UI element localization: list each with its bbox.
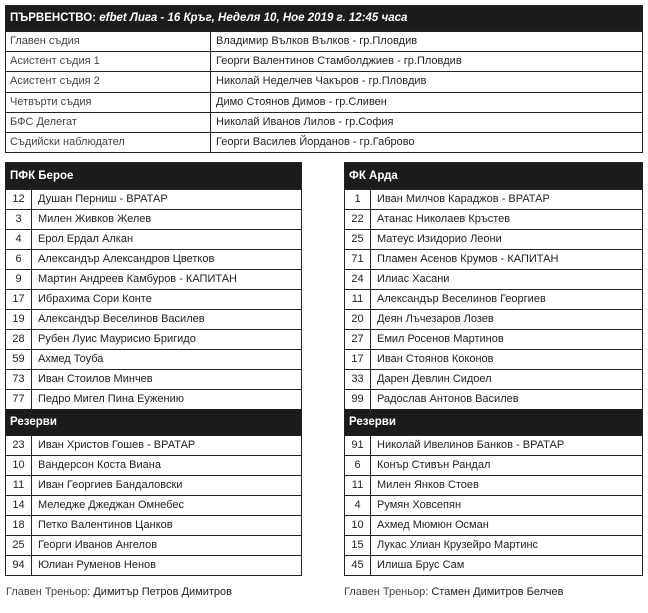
player-number: 24	[345, 270, 371, 289]
player-name: Радослав Антонов Василев	[377, 393, 519, 405]
player-number: 91	[345, 436, 371, 455]
player-name: Конър Стивън Рандал	[377, 459, 491, 471]
player-number: 6	[345, 456, 371, 475]
official-role: Асистент съдия 2	[6, 72, 211, 91]
player-row	[6, 555, 301, 575]
player-row	[6, 455, 301, 475]
player-name: Лукас Улиан Крузейро Мартинс	[377, 539, 539, 551]
official-name: Николай Неделчев Чакъров - гр.Пловдив	[216, 75, 427, 88]
player-name: Атанас Николаев Кръстев	[377, 213, 511, 225]
player-row	[6, 269, 301, 289]
player-number: 15	[345, 536, 371, 555]
player-number: 23	[6, 436, 32, 455]
player-name: Дарен Девлин Сидоел	[377, 373, 492, 385]
player-name: Иван Георгиев Бандаловски	[38, 479, 183, 491]
player-number: 17	[345, 350, 371, 369]
player-number: 27	[345, 330, 371, 349]
player-number: 77	[6, 390, 32, 409]
player-number: 11	[6, 476, 32, 495]
player-name: Рубен Луис Маурисио Бригидо	[38, 333, 196, 345]
player-number: 3	[6, 210, 32, 229]
match-header-prefix: ПЪРВЕНСТВО:	[10, 12, 97, 24]
official-row	[6, 31, 642, 51]
player-row	[345, 209, 642, 229]
player-name: Иван Христов Гошев - ВРАТАР	[38, 439, 196, 451]
player-name: Юлиан Руменов Ненов	[38, 559, 157, 571]
player-row	[345, 189, 642, 209]
player-row	[6, 369, 301, 389]
player-name: Меледже Джеджан Омнебес	[38, 499, 184, 511]
player-name: Николай Ивелинов Банков - ВРАТАР	[377, 439, 565, 451]
match-header	[6, 6, 642, 31]
player-row	[345, 495, 642, 515]
player-row	[345, 369, 642, 389]
player-number: 12	[6, 190, 32, 209]
official-row	[6, 112, 642, 132]
player-row	[345, 349, 642, 369]
player-number: 11	[345, 290, 371, 309]
player-row	[6, 289, 301, 309]
player-row	[345, 475, 642, 495]
player-name: Александър Веселинов Василев	[38, 313, 205, 325]
official-name: Николай Иванов Лилов - гр.София	[216, 115, 394, 128]
player-number: 28	[6, 330, 32, 349]
player-name: Деян Лъчезаров Лозев	[377, 313, 494, 325]
player-row	[6, 515, 301, 535]
player-number: 14	[6, 496, 32, 515]
player-name: Александър Веселинов Георгиев	[377, 293, 546, 305]
player-number: 22	[345, 210, 371, 229]
official-role: Съдийски наблюдател	[6, 133, 211, 152]
player-row	[345, 389, 642, 409]
away-coach-name: Стамен Димитров Белчев	[431, 586, 564, 598]
player-row	[6, 349, 301, 369]
home-team-lineup	[5, 162, 302, 576]
officials-table	[5, 5, 643, 153]
player-number: 19	[6, 310, 32, 329]
player-row	[6, 229, 301, 249]
player-row	[6, 495, 301, 515]
player-row	[345, 249, 642, 269]
home-subs-header: Резерви	[6, 409, 301, 435]
player-name: Илиша Брус Сам	[377, 559, 465, 571]
player-row	[6, 209, 301, 229]
player-name: Иван Стоилов Минчев	[38, 373, 153, 385]
player-number: 9	[6, 270, 32, 289]
match-header-rest: efbet Лига - 16 Кръг, Неделя 10, Ное 2019 г. 12:45 часа	[96, 12, 408, 24]
player-row	[6, 475, 301, 495]
official-name: Георги Василев Йорданов - гр.Габрово	[216, 135, 415, 148]
player-row	[345, 435, 642, 455]
player-number: 25	[6, 536, 32, 555]
player-name: Емил Росенов Мартинов	[377, 333, 504, 345]
player-row	[345, 289, 642, 309]
official-name: Димо Стоянов Димов - гр.Сливен	[216, 95, 387, 108]
player-name: Георги Иванов Ангелов	[38, 539, 158, 551]
player-name: Пламен Асенов Крумов - КАПИТАН	[377, 253, 559, 265]
official-row	[6, 51, 642, 71]
player-name: Милен Янков Стоев	[377, 479, 479, 491]
official-row	[6, 132, 642, 152]
player-name: Душан Перниш - ВРАТАР	[38, 193, 168, 205]
player-row	[345, 455, 642, 475]
player-name: Ибрахима Сори Конте	[38, 293, 152, 305]
home-coach-name: Димитър Петров Димитров	[93, 586, 232, 598]
player-number: 73	[6, 370, 32, 389]
player-number: 10	[345, 516, 371, 535]
player-row	[345, 329, 642, 349]
official-role: Четвърти съдия	[6, 93, 211, 112]
player-row	[6, 249, 301, 269]
away-subs-header: Резерви	[345, 409, 642, 435]
official-name: Георги Валентинов Стамболджиев - гр.Пловдив	[216, 55, 462, 68]
player-row	[6, 435, 301, 455]
player-number: 33	[345, 370, 371, 389]
player-number: 18	[6, 516, 32, 535]
player-number: 45	[345, 556, 371, 575]
player-number: 94	[6, 556, 32, 575]
away-team-lineup	[344, 162, 643, 576]
player-row	[6, 189, 301, 209]
player-row	[6, 329, 301, 349]
player-name: Ерол Ердал Алкан	[38, 233, 134, 245]
player-row	[6, 535, 301, 555]
away-coach-label: Главен Треньор:	[344, 586, 429, 598]
player-number: 20	[345, 310, 371, 329]
player-number: 25	[345, 230, 371, 249]
official-name: Владимир Вълков Вълков - гр.Пловдив	[216, 35, 418, 47]
official-role: Асистент съдия 1	[6, 52, 211, 71]
player-row	[345, 309, 642, 329]
official-row	[6, 71, 642, 91]
player-name: Ахмед Тоуба	[38, 353, 104, 365]
player-number: 17	[6, 290, 32, 309]
player-row	[345, 229, 642, 249]
player-row	[345, 269, 642, 289]
official-role: БФС Делегат	[6, 113, 211, 132]
home-coach	[6, 586, 232, 598]
player-name: Педро Мигел Пина Еужению	[38, 393, 185, 405]
away-coach	[344, 586, 563, 598]
player-name: Иван Стоянов Коконов	[377, 353, 494, 365]
player-name: Милен Живков Желев	[38, 213, 152, 225]
player-name: Вандерсон Коста Виана	[38, 459, 161, 471]
player-row	[6, 309, 301, 329]
player-name: Иван Милчов Караджов - ВРАТАР	[377, 193, 550, 205]
player-name: Мартин Андреев Камбуров - КАПИТАН	[38, 273, 237, 285]
player-name: Румян Ховсепян	[377, 499, 462, 511]
away-team-name: ФК Арда	[345, 163, 642, 189]
player-row	[345, 515, 642, 535]
player-name: Александър Александров Цветков	[38, 253, 215, 265]
player-number: 59	[6, 350, 32, 369]
home-coach-label: Главен Треньор:	[6, 586, 91, 598]
player-row	[345, 535, 642, 555]
player-name: Петко Валентинов Цанков	[38, 519, 173, 531]
player-number: 11	[345, 476, 371, 495]
official-row	[6, 92, 642, 112]
player-row	[345, 555, 642, 575]
player-name: Илиас Хасани	[377, 273, 450, 285]
official-role: Главен съдия	[6, 32, 211, 51]
home-team-name: ПФК Берое	[6, 163, 301, 189]
player-number: 4	[345, 496, 371, 515]
player-number: 71	[345, 250, 371, 269]
player-row	[6, 389, 301, 409]
player-number: 1	[345, 190, 371, 209]
player-name: Матеус Изидорио Леони	[377, 233, 502, 245]
player-name: Ахмед Мюмюн Осман	[377, 519, 489, 531]
player-number: 10	[6, 456, 32, 475]
player-number: 4	[6, 230, 32, 249]
player-number: 99	[345, 390, 371, 409]
player-number: 6	[6, 250, 32, 269]
